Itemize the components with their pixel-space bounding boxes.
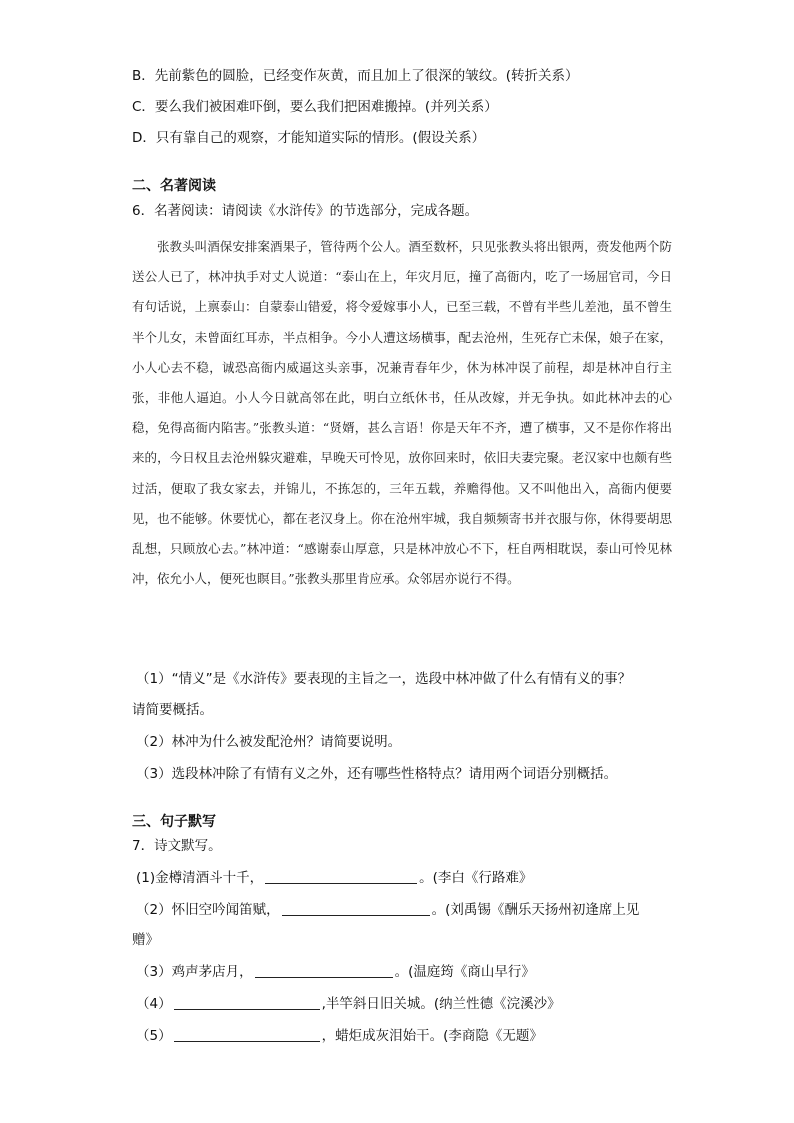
dictation-item-2-after: 。(刘禹锡《酬乐天扬州初逢席上见 [431, 902, 640, 918]
dictation-item-3-before: （3）鸡声茅店月， [136, 964, 253, 980]
dictation-item-4-before: （4） [136, 996, 172, 1012]
dictation-item-1-before: (1)金樽清酒斗十千， [136, 870, 264, 886]
sub-question-3: （3）选段林冲除了有情有义之外，还有哪些性格特点？请用两个词语分别概括。 [136, 766, 618, 782]
dictation-item-5 [136, 1026, 543, 1046]
dictation-item-1-after: 。(李白《行路难》 [419, 870, 533, 886]
question-6-stem: 6．名著阅读：请阅读《水浒传》的节选部分，完成各题。 [132, 203, 479, 219]
dictation-item-5-after: ，蜡炬成灰泪始干。(李商隐《无题》 [321, 1028, 543, 1044]
answer-blank-2[interactable] [282, 901, 430, 916]
answer-blank-3[interactable] [255, 963, 393, 978]
dictation-item-3 [136, 962, 535, 982]
sub-question-1-cont: 请简要概括。 [132, 702, 213, 718]
answer-blank-5[interactable] [174, 1027, 320, 1042]
dictation-item-3-after: 。(温庭筠《商山早行》 [394, 964, 535, 980]
option-c: C．要么我们被困难吓倒，要么我们把困难搬掉。(并列关系） [132, 99, 498, 115]
option-b: B．先前紫色的圆脸，已经变作灰黄，而且加上了很深的皱纹。(转折关系） [132, 68, 579, 84]
sub-question-1: （1）“情义”是《水浒传》要表现的主旨之一，选段中林冲做了什么有情有义的事？ [136, 671, 632, 687]
dictation-item-2 [136, 900, 639, 920]
reading-passage: 张教头叫酒保安排案酒果子，管待两个公人。酒至数杯，只见张教头将出银两，赍发他两个防送公人已了，林冲执手对丈人说道：“泰山在上，年灾月厄，撞了高衙内，吃了一场屈官司，今日有句话说，上禀泰山：自蒙泰山错爱，将令爱嫁事小人，已至三载，不曾有半些儿差池，虽不曾生半个儿女，未曾面红耳赤，半点相争。今小人遭这场横事，配去沧州，生死存亡未保，娘子在家，小人心去不稳，诚恐高衙内威逼这头亲事，况兼青春年少，休为林冲误了前程，却是林冲自行主张，非他人逼迫。小人今日就高邻在此，明白立纸休书，任从改嫁，并无争执。如此林冲去的心稳，免得高衙内陷害。”张教头道：“贤婿，甚么言语！你是天年不齐，遭了横事，又不是你作将出来的，今日权且去沧州躲灾避难，早晚天可怜见，放你回来时，依旧夫妻完聚。老汉家中也颇有些过活，便取了我女家去，并锦儿，不拣怎的，三年五载，养赡得他。又不叫他出入，高衙内便要见，也不能够。休要忧心，都在老汉身上。你在沧州牢城，我自频频寄书并衣服与你，休得要胡思乱想，只顾放心去。”林冲道：“感谢泰山厚意，只是林冲放心不下，枉自两相耽误，泰山可怜见林冲，依允小人，便死也瞑目。”张教头那里肯应承。众邻居亦说行不得。 [132, 239, 672, 587]
dictation-item-2-cont: 赠》 [132, 932, 159, 948]
question-7-stem: 7．诗文默写。 [132, 838, 222, 854]
dictation-item-5-before: （5） [136, 1028, 172, 1044]
answer-blank-4[interactable] [174, 995, 320, 1010]
dictation-item-1 [136, 868, 532, 888]
dictation-item-2-before: （2）怀旧空吟闻笛赋， [136, 902, 280, 918]
option-d: D．只有靠自己的观察，才能知道实际的情形。(假设关系） [132, 130, 486, 146]
dictation-item-4 [136, 994, 561, 1014]
dictation-item-4-after: ,半竿斜日旧关城。(纳兰性德《浣溪沙》 [321, 996, 561, 1012]
answer-blank-1[interactable] [265, 869, 417, 884]
section-heading-reading: 二、名著阅读 [132, 178, 216, 194]
sub-question-2: （2）林冲为什么被发配沧州？请简要说明。 [136, 734, 402, 750]
section-heading-dictation: 三、句子默写 [132, 814, 216, 830]
